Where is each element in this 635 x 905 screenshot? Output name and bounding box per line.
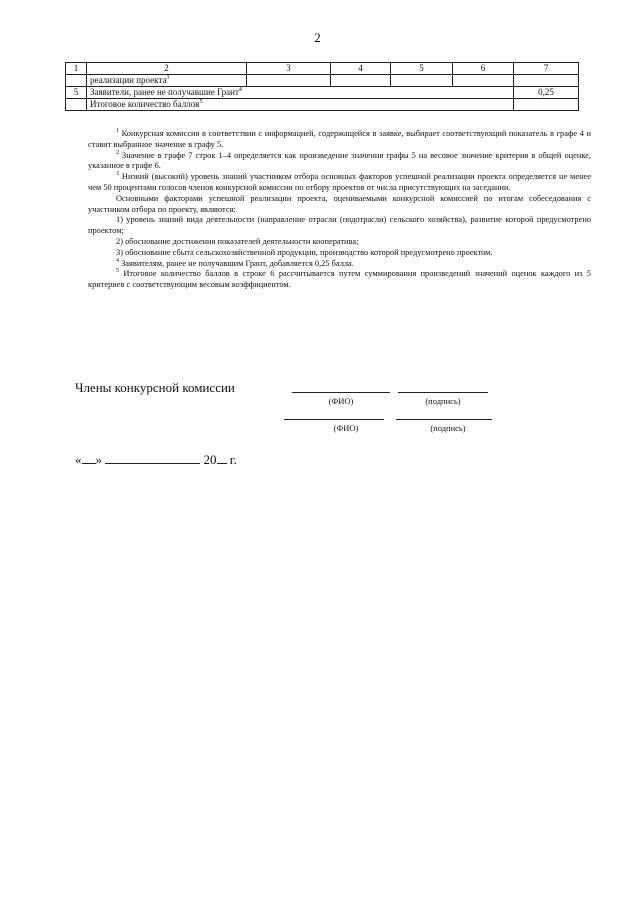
- footnote-text: Конкурсная комиссия в соответствии с информацией, содержащейся в заявке, выбирает соответствующий показатель в графе 4 и ставит выбранное значение в графу 5.: [88, 129, 592, 149]
- row-value: 0,25: [514, 87, 579, 99]
- table-cell: [514, 99, 579, 111]
- footnote-text: Итоговое количество баллов в строке 6 рассчитывается путем суммирования произведений значений оценок каждого из 5 критериев с соответствующим весовым коэффициентом.: [88, 269, 591, 290]
- footnote-3: [88, 172, 591, 194]
- row-label-cell: [87, 87, 514, 99]
- footnote-text: Заявителям, ранее не получавшим Грант, добавляется 0,25 балла.: [121, 258, 354, 268]
- table-cell: [331, 75, 391, 87]
- header-cell: 3: [247, 63, 331, 75]
- table-header-row: [66, 63, 579, 75]
- footnote-mark: 3: [116, 171, 119, 178]
- factor-3: 3) обоснование сбыта сельскохозяйственной продукции, производство которой предусмотрено проектом.: [116, 247, 493, 257]
- close-quote: »: [95, 452, 102, 467]
- table-cell: [391, 75, 453, 87]
- row-label: Заявители, ранее не получавшие Грант: [90, 87, 239, 97]
- row-number: 5: [66, 87, 87, 99]
- footnote-text: Низкий (высокий) уровень знаний участником отбора основных факторов успешной реализации проекта определяется не менее чем 50 процентами голосов членов конкурсной комиссии по отбору проектов от числа присутствующих на заседании.: [88, 172, 591, 192]
- footnote-mark: 1: [116, 128, 119, 135]
- year-prefix: 20: [203, 452, 217, 467]
- footnote-mark: 4: [238, 87, 242, 93]
- footnote-4: [88, 259, 591, 270]
- table-row: [66, 99, 579, 111]
- footnote-text: Значение в графе 7 строк 1–4 определяется как произведение значения графы 5 на весовое значение критерия в общей оценке, указанное в графе 6.: [88, 150, 591, 171]
- row-label: Итоговое количество баллов: [90, 99, 200, 109]
- header-cell: 2: [87, 63, 247, 75]
- factor-2: 2) обоснование достижения показателей деятельности кооператива;: [116, 236, 359, 246]
- signature-line-1: [398, 392, 488, 393]
- row-label-cell: [87, 99, 514, 111]
- footnote-1: [88, 129, 591, 151]
- footnote-5: [88, 269, 591, 291]
- page-number: 2: [314, 30, 321, 45]
- footnote-mark: 2: [116, 149, 119, 156]
- table-row: [66, 75, 579, 87]
- year-blank: [217, 451, 227, 464]
- date-line: [75, 451, 237, 468]
- signature-line-2: [396, 419, 492, 420]
- header-cell: 6: [453, 63, 514, 75]
- header-cell: 4: [331, 63, 391, 75]
- evaluation-table: [65, 62, 579, 111]
- signature-label-1: (подпись): [425, 396, 461, 406]
- fio-label-2: (ФИО): [333, 423, 359, 433]
- footnote-2: [88, 151, 591, 173]
- table-row: [66, 87, 579, 99]
- fio-label-1: (ФИО): [328, 396, 354, 406]
- row-label-cell: [87, 75, 247, 87]
- footnotes: [88, 129, 591, 291]
- month-blank: [105, 451, 200, 464]
- table-cell: [66, 75, 87, 87]
- table-cell: [514, 75, 579, 87]
- header-cell: 5: [391, 63, 453, 75]
- header-cell: 1: [66, 63, 87, 75]
- day-blank: [82, 451, 96, 464]
- open-quote: «: [75, 452, 82, 467]
- header-cell: 7: [514, 63, 579, 75]
- table-cell: [247, 75, 331, 87]
- commission-title: Члены конкурсной комиссии: [75, 380, 235, 395]
- factor-1: 1) уровень знаний вида деятельности (направление отрасли (подотрасли) сельского хозяйства), развитие которой предусмотрено проектом;: [88, 215, 591, 236]
- row-label: реализации проекта: [90, 75, 167, 85]
- table-cell: [66, 99, 87, 111]
- fio-line-2: [284, 419, 384, 420]
- footnote-mark: 5: [116, 268, 119, 275]
- footnote-mark: 3: [166, 75, 170, 81]
- factors-intro: Основными факторами успешной реализации проекта, оцениваемыми конкурсной комиссией по итогам собеседования с участником отбора по проекту, являются:: [88, 193, 591, 214]
- footnote-mark: 5: [199, 99, 203, 105]
- fio-line-1: [292, 392, 390, 393]
- footnote-mark: 4: [116, 257, 119, 264]
- table-cell: [453, 75, 514, 87]
- year-suffix: г.: [229, 452, 237, 467]
- signature-label-2: (подпись): [430, 423, 466, 433]
